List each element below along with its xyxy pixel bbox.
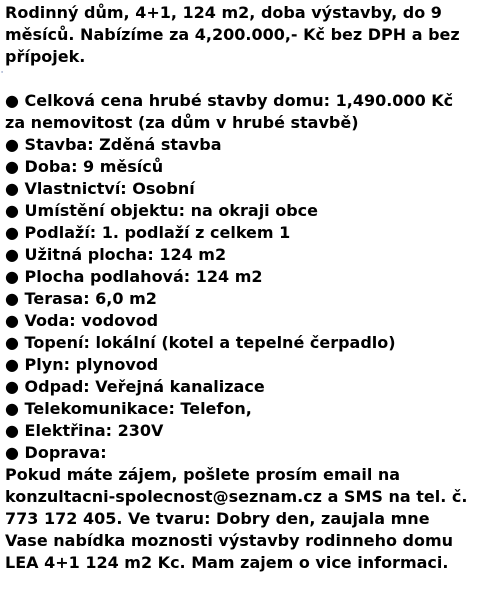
feature-value: Zděná stavba: [99, 135, 222, 154]
feature-item: [5, 420, 477, 442]
feature-value: 124 m2: [195, 267, 263, 286]
feature-item: [5, 332, 477, 354]
contact-paragraph: Pokud máte zájem, pošlete prosím email na konzultacni-spolecnost@seznam.cz a SMS na tel. č. 773 172 405. Ve tvaru: Dobry den, zaujala mne Vase nabídka moznosti výstavby rodinneho domu LEA 4+1 124 m2 Kc. Mam zajem o vice informaci.: [5, 465, 468, 572]
feature-label: Umístění objektu:: [24, 201, 186, 220]
feature-value: Osobní: [132, 179, 195, 198]
bullet: ●: [5, 157, 19, 176]
bullet: ●: [5, 421, 19, 440]
feature-value: 124 m2: [159, 245, 227, 264]
feature-list: [5, 90, 477, 464]
feature-label: Plocha podlahová:: [24, 267, 191, 286]
feature-value: plynovod: [75, 355, 159, 374]
feature-label: Podlaží:: [24, 223, 97, 242]
feature-value: lokální (kotel a tepelné čerpadlo): [95, 333, 396, 352]
bullet: ●: [5, 179, 19, 198]
feature-value: 9 měsíců: [83, 157, 164, 176]
feature-value: 1,490.000 Kč za nemovitost (za dům v hrubé stavbě): [5, 91, 454, 132]
bullet: ●: [5, 311, 19, 330]
bullet: ●: [5, 223, 19, 242]
feature-label: Telekomunikace:: [24, 399, 175, 418]
feature-item: [5, 90, 477, 134]
feature-label: Vlastnictví:: [24, 179, 127, 198]
feature-value: vodovod: [81, 311, 159, 330]
feature-item: [5, 178, 477, 200]
feature-value: 230V: [117, 421, 164, 440]
feature-item: [5, 310, 477, 332]
feature-label: Voda:: [24, 311, 76, 330]
small-mark-glyph: ': [1, 70, 4, 78]
feature-item: [5, 376, 477, 398]
feature-item: [5, 288, 477, 310]
bullet: ●: [5, 443, 19, 462]
feature-item: [5, 156, 477, 178]
feature-value: 1. podlaží z celkem 1: [101, 223, 291, 242]
feature-label: Elektřina:: [24, 421, 113, 440]
bullet: ●: [5, 355, 19, 374]
bullet: ●: [5, 267, 19, 286]
feature-value: na okraji obce: [190, 201, 319, 220]
feature-value: 6,0 m2: [95, 289, 157, 308]
feature-item: [5, 200, 477, 222]
feature-value: Veřejná kanalizace: [95, 377, 265, 396]
feature-item: [5, 244, 477, 266]
bullet: ●: [5, 333, 19, 352]
small-mark: [1, 68, 477, 90]
feature-label: Plyn:: [24, 355, 70, 374]
feature-value: Telefon,: [180, 399, 252, 418]
feature-label: Užitná plocha:: [24, 245, 154, 264]
feature-label: Terasa:: [24, 289, 90, 308]
bullet: ●: [5, 135, 19, 154]
feature-label: Odpad:: [24, 377, 90, 396]
feature-item: [5, 354, 477, 376]
bullet: ●: [5, 201, 19, 220]
bullet: ●: [5, 377, 19, 396]
feature-label: Celková cena hrubé stavby domu:: [24, 91, 331, 110]
bullet: ●: [5, 399, 19, 418]
feature-item: [5, 134, 477, 156]
feature-item: [5, 398, 477, 420]
bullet: ●: [5, 91, 19, 110]
bullet: ●: [5, 289, 19, 308]
feature-label: Doprava:: [24, 443, 107, 462]
feature-item: [5, 442, 477, 464]
feature-label: Stavba:: [24, 135, 94, 154]
listing-document: [1, 2, 477, 574]
feature-label: Doba:: [24, 157, 78, 176]
listing-heading: Rodinný dům, 4+1, 124 m2, doba výstavby, do 9 měsíců. Nabízíme za 4,200.000,- Kč bez DPH a bez přípojek.: [5, 3, 460, 66]
feature-item: [5, 266, 477, 288]
bullet: ●: [5, 245, 19, 264]
feature-label: Topení:: [24, 333, 90, 352]
feature-item: [5, 222, 477, 244]
